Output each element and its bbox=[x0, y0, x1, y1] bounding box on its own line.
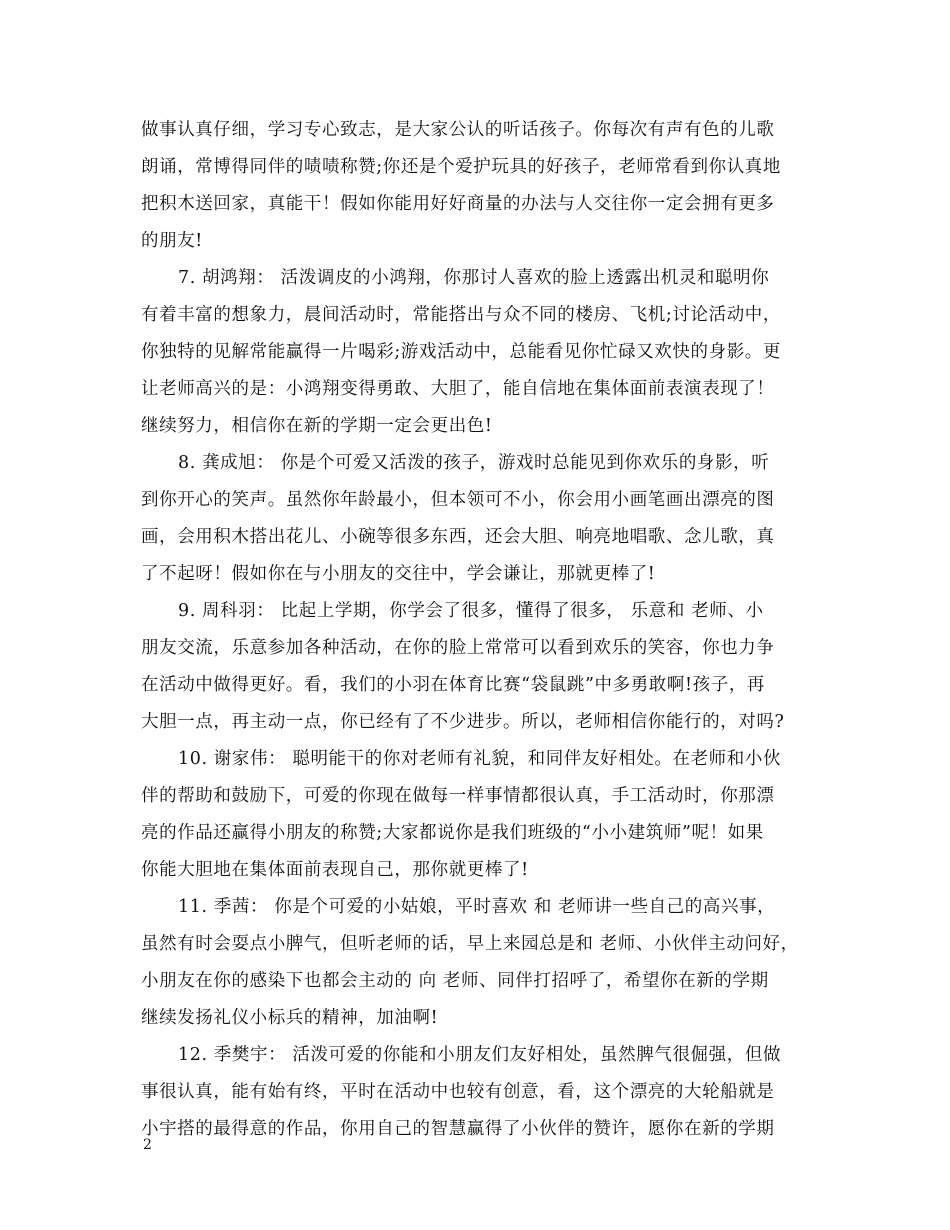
paragraph-line: 你独特的见解常能赢得一片喝彩;游戏活动中，总能看见你忙碌又欢快的身影。更 bbox=[141, 342, 781, 362]
paragraph-line: 继续发扬礼仪小标兵的精神，加油啊! bbox=[141, 1008, 439, 1028]
paragraph-line: 继续努力，相信你在新的学期一定会更出色! bbox=[141, 416, 493, 436]
paragraph-line: 大胆一点，再主动一点，你已经有了不少进步。所以，老师相信你能行的，对吗? bbox=[141, 712, 785, 732]
paragraph-line: 到你开心的笑声。虽然你年龄最小，但本领可不小，你会用小画笔画出漂亮的图 bbox=[141, 490, 775, 510]
paragraph-line: 伴的帮助和鼓励下，可爱的你现在做每一样事情都很认真，手工活动时，你那漂 bbox=[141, 786, 775, 806]
paragraph-line: 虽然有时会耍点小脾气，但听老师的话，早上来园总是和 老师、小伙伴主动问好， bbox=[141, 934, 799, 954]
paragraph-line: 9. 周科羽： 比起上学期，你学会了很多，懂得了很多， 乐意和 老师、小 bbox=[178, 601, 764, 621]
paragraph-line: 小宇搭的最得意的作品，你用自己的智慧赢得了小伙伴的赞许，愿你在新的学期 bbox=[141, 1119, 775, 1139]
paragraph-line: 朗诵，常博得同伴的啧啧称赞;你还是个爱护玩具的好孩子，老师常看到你认真地 bbox=[141, 157, 781, 177]
paragraph-line: 11. 季茜： 你是个可爱的小姑娘，平时喜欢 和 老师讲一些自己的高兴事， bbox=[178, 897, 776, 917]
paragraph-line: 了不起呀！假如你在与小朋友的交往中，学会谦让，那就更棒了! bbox=[141, 564, 656, 584]
paragraph-line: 的朋友! bbox=[141, 231, 203, 251]
paragraph-line: 小朋友在你的感染下也都会主动的 向 老师、同伴打招呼了，希望你在新的学期 bbox=[141, 971, 769, 991]
paragraph-line: 画，会用积木搭出花儿、小碗等很多东西，还会大胆、响亮地唱歌、念儿歌，真 bbox=[141, 527, 775, 547]
paragraph-line: 有着丰富的想象力，晨间活动时，常能搭出与众不同的楼房、飞机;讨论活动中， bbox=[141, 305, 781, 325]
paragraph-line: 把积木送回家，真能干！假如你能用好好商量的办法与人交往你一定会拥有更多 bbox=[141, 194, 775, 214]
paragraph-line: 你能大胆地在集体面前表现自己，那你就更棒了! bbox=[141, 860, 529, 880]
paragraph-line: 7. 胡鸿翔： 活泼调皮的小鸿翔，你那讨人喜欢的脸上透露出机灵和聪明你 bbox=[178, 268, 770, 288]
paragraph-line: 朋友交流，乐意参加各种活动，在你的脸上常常可以看到欢乐的笑容，你也力争 bbox=[141, 638, 775, 658]
page-number: 2 bbox=[143, 1137, 152, 1153]
paragraph-line: 8. 龚成旭： 你是个可爱又活泼的孩子，游戏时总能见到你欢乐的身影，听 bbox=[178, 453, 770, 473]
paragraph-line: 在活动中做得更好。看，我们的小羽在体育比赛“袋鼠跳”中多勇敢啊!孩子，再 bbox=[141, 675, 766, 695]
paragraph-line: 亮的作品还赢得小朋友的称赞;大家都说你是我们班级的“小小建筑师”呢！如果 bbox=[141, 823, 764, 843]
paragraph-line: 事很认真，能有始有终，平时在活动中也较有创意，看，这个漂亮的大轮船就是 bbox=[141, 1082, 775, 1102]
paragraph-line: 让老师高兴的是：小鸿翔变得勇敢、大胆了，能自信地在集体面前表演表现了！ bbox=[141, 379, 775, 399]
paragraph-line: 12. 季樊宇： 活泼可爱的你能和小朋友们友好相处，虽然脾气很倔强，但做 bbox=[178, 1045, 782, 1065]
paragraph-line: 做事认真仔细，学习专心致志，是大家公认的听话孩子。你每次有声有色的儿歌 bbox=[141, 120, 775, 140]
paragraph-line: 10. 谢家伟： 聪明能干的你对老师有礼貌，和同伴友好相处。在老师和小伙 bbox=[178, 749, 782, 769]
